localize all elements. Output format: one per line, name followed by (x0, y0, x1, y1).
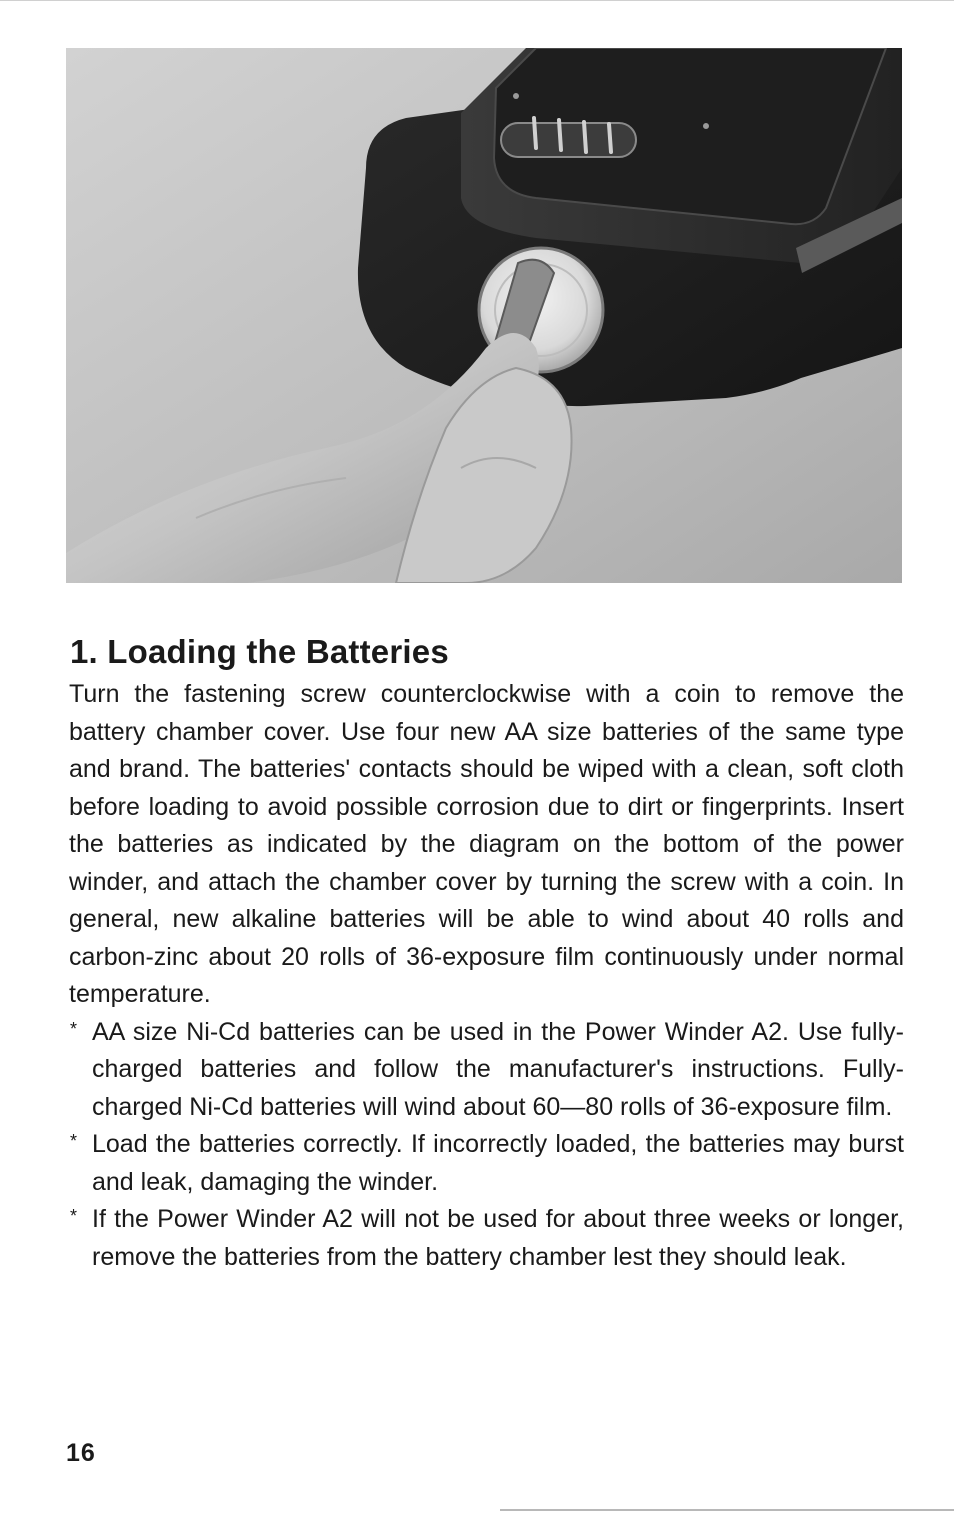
note-item (69, 1126, 904, 1201)
page-number: 16 (66, 1439, 96, 1467)
note-item (69, 1201, 904, 1276)
note-item (69, 1014, 904, 1127)
scan-bottom-edge (500, 1509, 954, 1511)
note-text: AA size Ni-Cd batteries can be used in the Power Winder A2. Use fully-charged batteries and follow the manufacturer's instructions. Fully-charged Ni-Cd batteries will wind about 60—80 rolls of 36-exposure film. (92, 1017, 904, 1121)
battery-cover-photo (66, 48, 902, 583)
section-body: Turn the fastening screw counterclockwise with a coin to remove the battery chamber cover. Use four new AA size batteries of the same type and brand. The batteries' contacts should be wiped with a clean, soft cloth before loading to avoid possible corrosion due to dirt or fingerprints. Insert the batteries as indicated by the diagram on the bottom of the power winder, and attach the chamber cover by turning the screw with a coin. In general, new alkaline batteries will be able to wind about 40 rolls and carbon-zinc about 20 rolls of 36-exposure film continuously under normal temperature. (69, 680, 904, 1008)
note-bullet: * (70, 1206, 78, 1226)
note-bullet: * (70, 1131, 78, 1151)
scan-top-edge (0, 0, 954, 1)
note-bullet: * (70, 1018, 78, 1039)
note-text: Load the batteries correctly. If incorrectly loaded, the batteries may burst and leak, damaging the winder. (92, 1130, 904, 1196)
coin-screw-photo-icon (66, 48, 902, 583)
section-content (69, 676, 904, 1276)
notes-list (69, 1014, 904, 1277)
section-heading: 1. Loading the Batteries (70, 633, 449, 670)
note-text: If the Power Winder A2 will not be used for about three weeks or longer, remove the batteries from the battery chamber lest they should leak. (92, 1205, 904, 1271)
